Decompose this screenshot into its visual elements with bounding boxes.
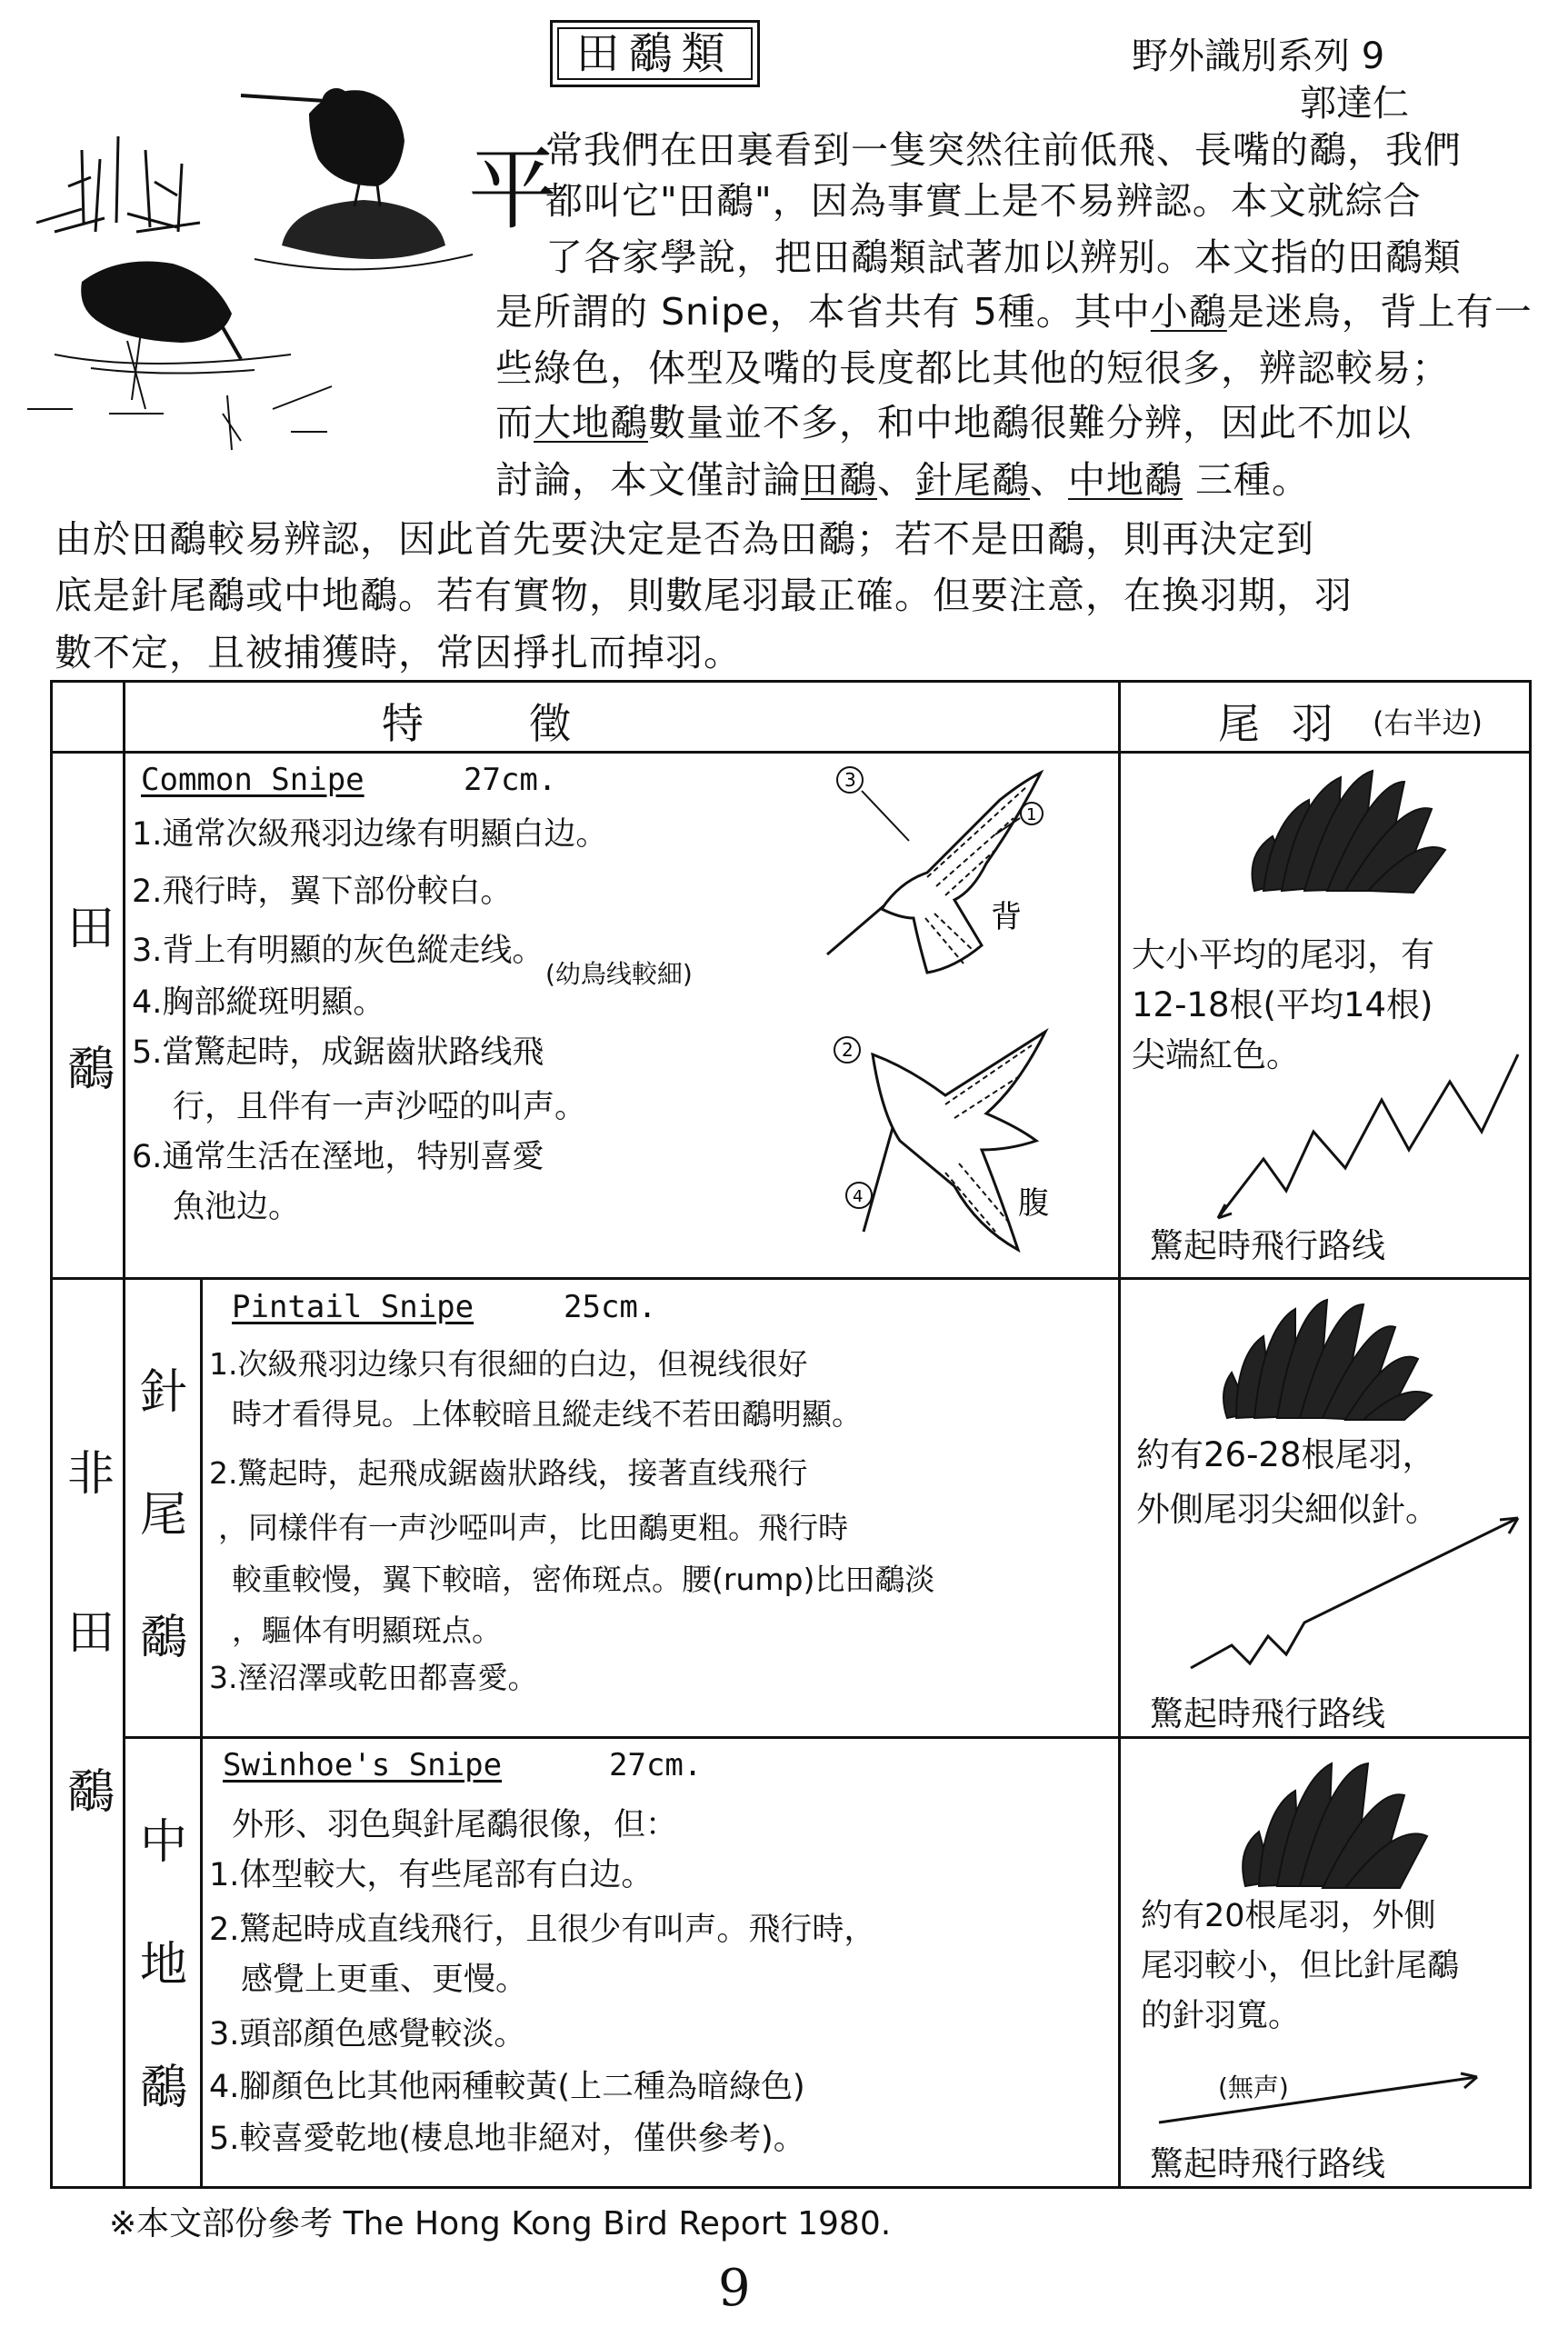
pintail-item-1b: 時才看得見。上体較暗且縱走线不若田鷸明顯。	[232, 1396, 862, 1432]
pintail-flight-label: 驚起時飛行路线	[1150, 1694, 1385, 1733]
swinhoe-tail-text-1: 約有20根尾羽，外側	[1141, 1898, 1436, 1934]
swinhoe-item-1: 1.体型較大，有些尾部有白边。	[209, 1857, 654, 1893]
common-item-5: 5.當驚起時，成鋸齒狀路线飛	[132, 1034, 544, 1071]
common-item-6b: 魚池边。	[173, 1189, 301, 1225]
side-label-swinhoe: 中地鷸	[139, 1815, 187, 2115]
intro-line-4: 是所謂的 Snipe，本省共有 5種。其中小鷸是迷鳥，背上有一	[495, 290, 1533, 334]
swinhoe-item-5: 5.較喜愛乾地(棲息地非絕对，僅供參考)。	[209, 2121, 805, 2157]
intro-line-5: 些綠色，体型及嘴的長度都比其他的短很多，辨認較易；	[495, 346, 1450, 390]
page-title: 田鷸類	[550, 20, 760, 87]
species-size-swinhoe: 27cm.	[609, 1747, 703, 1783]
fig-back-label: 背	[991, 899, 1022, 935]
swinhoe-item-4: 4.腳顏色比其他兩種較黃(上二種為暗綠色)	[209, 2069, 805, 2105]
common-item-1: 1.通常次級飛羽边缘有明顯白边。	[132, 816, 608, 853]
header-tail-note: (右半边)	[1373, 705, 1483, 740]
group-label-non-tianyu: 非田鷸	[66, 1447, 115, 1820]
group-label-tianyu: 田鷸	[66, 902, 115, 1097]
common-item-5b: 行，且伴有一声沙啞的叫声。	[173, 1089, 587, 1125]
table-border-left	[50, 680, 53, 2189]
table-border-bottom	[50, 2186, 1532, 2189]
intro-line-3: 了各家學說，把田鷸類試著加以辨别。本文指的田鷸類	[545, 235, 1462, 279]
common-item-3: 3.背上有明顯的灰色縱走线。	[132, 933, 544, 969]
intro-full-line-2: 底是針尾鷸或中地鷸。若有實物，則數尾羽最正確。但要注意，在換羽期，羽	[55, 574, 1353, 617]
svg-text:2: 2	[842, 1039, 854, 1061]
side-label-pintail: 針尾鷸	[139, 1365, 187, 1665]
intro-line-7: 討論，本文僅討論田鷸、針尾鷸、中地鷸 三種。	[495, 458, 1311, 502]
table-row-rule-1	[50, 1277, 1532, 1280]
pintail-item-3: 3.溼沼澤或乾田都喜愛。	[209, 1660, 538, 1695]
swinhoe-item-intro: 外形、羽色與針尾鷸很像，但：	[232, 1807, 678, 1843]
species-name-common: Common Snipe	[141, 762, 365, 798]
common-flight-path	[1209, 1045, 1527, 1227]
common-tail-text-1: 大小平均的尾羽，有	[1132, 935, 1434, 974]
intro-line-1: 常我們在田裏看到一隻突然往前低飛、長嘴的鷸，我們	[545, 128, 1462, 172]
svg-text:3: 3	[844, 769, 856, 791]
common-tail-feathers-figure	[1236, 764, 1454, 909]
swinhoe-item-2b: 感覺上更重、更慢。	[241, 1962, 528, 1998]
species-name-swinhoe: Swinhoe's Snipe	[223, 1747, 503, 1783]
species-size-pintail: 25cm.	[564, 1289, 657, 1325]
pintail-tail-feathers-figure	[1209, 1291, 1445, 1427]
intro-full-line-3: 數不定，且被捕獲時，常因掙扎而掉羽。	[55, 631, 742, 674]
swinhoe-item-2: 2.驚起時成直线飛行，且很少有叫声。飛行時，	[209, 1912, 876, 1948]
series-label: 野外識別系列 9	[1132, 35, 1385, 77]
common-item-3-note: (幼鳥线較細)	[545, 959, 693, 989]
header-features: 特 徵	[382, 699, 578, 748]
common-snipe-belly-figure	[809, 1004, 1100, 1268]
table-border-right	[1529, 680, 1532, 2189]
pintail-tail-text-1: 約有26-28根尾羽，	[1136, 1435, 1436, 1474]
svg-text:4: 4	[853, 1187, 864, 1206]
pintail-flight-path	[1182, 1500, 1527, 1682]
intro-dropcap: 平	[468, 138, 558, 242]
swinhoe-silent-label: (無声)	[1218, 2072, 1289, 2102]
table-border-top	[50, 680, 1532, 683]
pintail-item-2d: ，驅体有明顯斑点。	[232, 1613, 502, 1648]
pintail-item-1: 1.次級飛羽边缘只有很細的白边，但視线很好	[209, 1346, 808, 1382]
common-flight-label: 驚起時飛行路线	[1150, 1226, 1385, 1265]
intro-line-2: 都叫它"田鷸"，因為事實上是不易辨認。本文就綜合	[545, 179, 1422, 223]
species-name-pintail: Pintail Snipe	[232, 1289, 474, 1325]
common-tail-text-3: 尖端紅色。	[1132, 1035, 1300, 1074]
pintail-item-2c: 較重較慢，翼下較暗，密佈斑点。腰(rump)比田鷸淡	[232, 1562, 935, 1597]
header-tail: 尾 羽	[1218, 699, 1343, 748]
page-number: 9	[718, 2259, 751, 2318]
svg-text:1: 1	[1026, 805, 1037, 824]
fig-belly-label: 腹	[1018, 1185, 1049, 1222]
species-size-common: 27cm.	[464, 762, 557, 798]
author-name: 郭達仁	[1300, 83, 1409, 125]
common-item-6: 6.通常生活在溼地，特别喜愛	[132, 1139, 544, 1175]
footnote-reference: ※本文部份參考 The Hong Kong Bird Report 1980.	[109, 2205, 892, 2242]
swinhoe-tail-text-3: 的針羽寬。	[1141, 1998, 1301, 2034]
swinhoe-flight-path	[1150, 2059, 1513, 2141]
header-snipe-illustration	[18, 50, 473, 468]
pintail-item-2b: ，同樣伴有一声沙啞叫声，比田鷸更粗。飛行時	[218, 1510, 848, 1545]
swinhoe-flight-label: 驚起時飛行路线	[1150, 2144, 1385, 2183]
swinhoe-tail-text-2: 尾羽較小，但比針尾鷸	[1141, 1948, 1460, 1984]
table-header-rule	[50, 751, 1532, 754]
intro-full-line-1: 由於田鷸較易辨認，因此首先要決定是否為田鷸；若不是田鷸，則再決定到	[55, 517, 1314, 561]
common-item-2: 2.飛行時，翼下部份較白。	[132, 874, 513, 910]
pintail-tail-text-2: 外側尾羽尖細似針。	[1136, 1490, 1439, 1529]
table-row-rule-2	[123, 1736, 1532, 1739]
table-col-rule-c	[1118, 680, 1121, 2189]
pintail-item-2: 2.驚起時，起飛成鋸齒狀路线，接著直线飛行	[209, 1455, 808, 1491]
common-tail-text-2: 12-18根(平均14根)	[1132, 985, 1433, 1024]
common-snipe-back-figure	[818, 764, 1100, 982]
common-item-4: 4.胸部縱斑明顯。	[132, 984, 385, 1021]
intro-line-6: 而大地鷸數量並不多，和中地鷸很難分辨，因此不加以	[495, 401, 1412, 444]
table-col-rule-b	[200, 1277, 203, 2189]
swinhoe-tail-feathers-figure	[1223, 1741, 1441, 1895]
swinhoe-item-3: 3.頭部顏色感覺較淡。	[209, 2016, 526, 2052]
